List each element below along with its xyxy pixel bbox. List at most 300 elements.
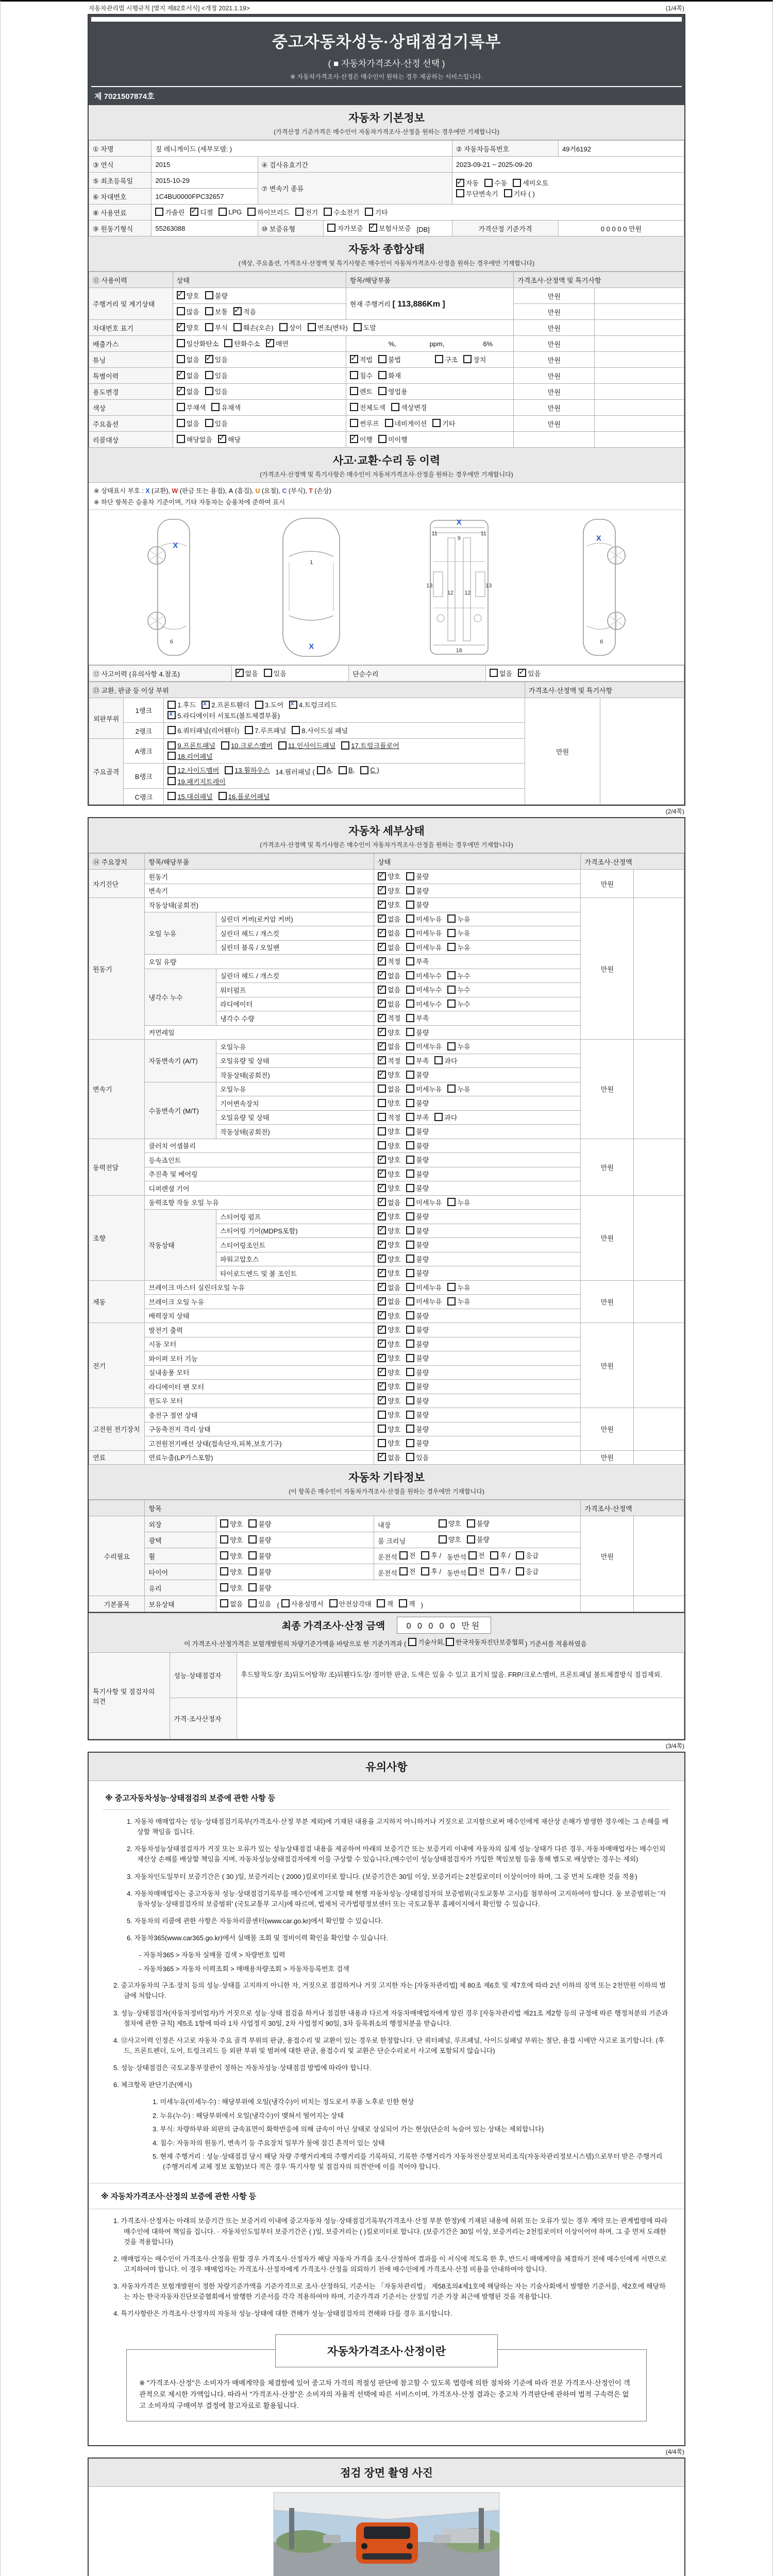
checkbox-option[interactable]	[378, 900, 400, 909]
checkbox-icon[interactable]	[406, 886, 414, 894]
checkbox-icon[interactable]	[406, 1141, 414, 1149]
checkbox-icon[interactable]	[406, 1411, 414, 1419]
checkbox-icon[interactable]	[317, 766, 325, 774]
checkbox-option[interactable]	[190, 207, 213, 217]
checkbox-option[interactable]	[406, 1325, 429, 1334]
checkbox-option[interactable]	[467, 1534, 490, 1544]
checkbox-option[interactable]	[434, 1056, 457, 1065]
checkbox-option[interactable]	[167, 700, 196, 709]
checkbox-option[interactable]	[378, 928, 400, 938]
checkbox-icon[interactable]	[378, 999, 386, 1008]
checkbox-icon[interactable]	[504, 189, 512, 197]
checkbox-option[interactable]	[516, 1566, 539, 1576]
checkbox-option[interactable]	[233, 323, 274, 332]
checkbox-option[interactable]	[456, 189, 498, 198]
checkbox-option[interactable]	[378, 354, 401, 364]
checkbox-icon[interactable]	[255, 701, 263, 709]
checkbox-icon[interactable]	[447, 1297, 456, 1306]
checkbox-option[interactable]	[167, 740, 215, 750]
checkbox-icon[interactable]	[378, 355, 386, 363]
checkbox-icon[interactable]	[406, 1453, 414, 1461]
checkbox-icon[interactable]	[378, 1113, 386, 1121]
checkbox-option[interactable]	[447, 928, 470, 938]
checkbox-option[interactable]	[378, 1282, 400, 1292]
checkbox-option[interactable]	[177, 323, 199, 332]
checkbox-icon[interactable]	[377, 1599, 385, 1607]
checkbox-option[interactable]	[406, 1013, 429, 1023]
checkbox-option[interactable]	[399, 1550, 416, 1560]
checkbox-option[interactable]	[205, 354, 228, 364]
checkbox-option[interactable]	[378, 886, 400, 895]
checkbox-icon[interactable]	[406, 1028, 414, 1036]
checkbox-option[interactable]	[467, 1518, 490, 1528]
checkbox-option[interactable]	[490, 1566, 510, 1576]
checkbox-icon[interactable]	[484, 179, 493, 187]
checkbox-option[interactable]	[281, 1599, 324, 1608]
checkbox-icon[interactable]	[281, 1599, 290, 1607]
checkbox-option[interactable]	[447, 1084, 470, 1094]
checkbox-option[interactable]	[218, 434, 241, 444]
checkbox-option[interactable]	[167, 751, 212, 761]
checkbox-icon[interactable]	[406, 1283, 414, 1291]
checkbox-icon[interactable]	[264, 669, 272, 677]
checkbox-icon[interactable]	[220, 1519, 228, 1528]
checkbox-icon[interactable]	[378, 1198, 386, 1206]
checkbox-option[interactable]	[167, 725, 239, 735]
checkbox-icon[interactable]	[350, 435, 358, 443]
checkbox-icon[interactable]	[406, 1042, 414, 1050]
checkbox-option[interactable]	[406, 1056, 429, 1065]
checkbox-icon[interactable]	[406, 999, 414, 1008]
checkbox-icon[interactable]	[447, 1283, 456, 1291]
checkbox-option[interactable]	[224, 338, 260, 348]
checkbox-icon[interactable]	[205, 419, 213, 427]
checkbox-icon[interactable]	[225, 766, 233, 774]
checkbox-icon[interactable]	[167, 792, 176, 800]
checkbox-icon[interactable]	[378, 886, 386, 894]
checkbox-option[interactable]	[378, 985, 400, 994]
checkbox-icon[interactable]	[220, 1583, 228, 1591]
checkbox-icon[interactable]	[295, 208, 304, 216]
checkbox-option[interactable]	[350, 418, 379, 428]
checkbox-icon[interactable]	[221, 741, 229, 750]
checkbox-icon[interactable]	[378, 1439, 386, 1447]
checkbox-icon[interactable]	[456, 179, 464, 187]
checkbox-option[interactable]	[378, 1155, 400, 1164]
checkbox-option[interactable]	[378, 1112, 400, 1122]
checkbox-option[interactable]	[350, 434, 373, 444]
checkbox-option[interactable]	[378, 1254, 400, 1264]
checkbox-option[interactable]	[279, 323, 302, 332]
checkbox-icon[interactable]	[490, 1567, 498, 1575]
checkbox-icon[interactable]	[350, 419, 358, 427]
checkbox-option[interactable]	[378, 914, 400, 924]
checkbox-option[interactable]	[432, 418, 455, 428]
checkbox-icon[interactable]	[406, 1255, 414, 1263]
checkbox-option[interactable]	[378, 1098, 400, 1108]
checkbox-icon[interactable]	[406, 1099, 414, 1107]
checkbox-icon[interactable]	[378, 1084, 386, 1093]
checkbox-icon[interactable]	[378, 435, 386, 443]
checkbox-icon[interactable]	[292, 726, 300, 734]
checkbox-option[interactable]	[248, 1567, 271, 1577]
checkbox-icon[interactable]	[378, 1014, 386, 1022]
checkbox-option[interactable]	[406, 1070, 429, 1079]
checkbox-icon[interactable]	[177, 403, 185, 411]
checkbox-option[interactable]	[406, 1424, 429, 1434]
checkbox-icon[interactable]	[518, 669, 526, 677]
checkbox-option[interactable]	[406, 956, 429, 966]
checkbox-icon[interactable]	[177, 419, 185, 427]
checkbox-option[interactable]	[406, 1353, 429, 1363]
checkbox-icon[interactable]	[205, 371, 213, 379]
checkbox-icon[interactable]	[350, 387, 358, 395]
checkbox-option[interactable]	[439, 1534, 461, 1544]
checkbox-icon[interactable]	[167, 752, 176, 760]
checkbox-icon[interactable]	[224, 339, 232, 347]
checkbox-option[interactable]	[406, 1211, 429, 1221]
checkbox-option[interactable]	[205, 386, 228, 396]
checkbox-option[interactable]	[377, 1599, 393, 1608]
checkbox-option[interactable]	[406, 871, 429, 881]
checkbox-option[interactable]	[378, 1013, 400, 1023]
checkbox-icon[interactable]	[236, 669, 244, 677]
checkbox-icon[interactable]	[354, 323, 362, 331]
checkbox-option[interactable]	[406, 1027, 429, 1037]
checkbox-icon[interactable]	[406, 1439, 414, 1447]
checkbox-option[interactable]	[327, 223, 363, 233]
checkbox-icon[interactable]	[447, 943, 456, 951]
checkbox-option[interactable]	[484, 178, 507, 188]
checkbox-icon[interactable]	[167, 766, 176, 774]
checkbox-icon[interactable]	[378, 1056, 386, 1064]
checkbox-option[interactable]	[434, 1112, 457, 1122]
checkbox-option[interactable]	[360, 766, 379, 774]
checkbox-icon[interactable]	[167, 726, 176, 734]
checkbox-icon[interactable]	[467, 1519, 475, 1528]
checkbox-icon[interactable]	[406, 1354, 414, 1362]
checkbox-icon[interactable]	[378, 971, 386, 979]
checkbox-option[interactable]	[435, 354, 458, 364]
x-mark-checkbox-icon[interactable]	[201, 701, 210, 709]
checkbox-icon[interactable]	[220, 1599, 228, 1607]
checkbox-icon[interactable]	[248, 1599, 257, 1607]
checkbox-option[interactable]	[167, 765, 219, 775]
checkbox-icon[interactable]	[421, 1567, 429, 1575]
checkbox-icon[interactable]	[177, 435, 185, 443]
checkbox-icon[interactable]	[435, 355, 443, 363]
checkbox-icon[interactable]	[490, 1551, 498, 1560]
checkbox-icon[interactable]	[378, 929, 386, 937]
checkbox-icon[interactable]	[406, 1311, 414, 1319]
checkbox-option[interactable]	[378, 1268, 400, 1278]
checkbox-icon[interactable]	[329, 1599, 338, 1607]
checkbox-option[interactable]	[248, 1519, 271, 1529]
checkbox-icon[interactable]	[308, 323, 316, 331]
checkbox-option[interactable]	[406, 1381, 429, 1391]
checkbox-icon[interactable]	[177, 323, 185, 331]
checkbox-icon[interactable]	[369, 224, 377, 232]
checkbox-option[interactable]	[378, 1226, 400, 1235]
checkbox-option[interactable]	[406, 1296, 442, 1306]
checkbox-icon[interactable]	[447, 929, 456, 937]
checkbox-icon[interactable]	[378, 957, 386, 965]
checkbox-icon[interactable]	[177, 339, 185, 347]
checkbox-option[interactable]	[378, 1452, 400, 1462]
checkbox-icon[interactable]	[399, 1551, 408, 1560]
checkbox-option[interactable]	[220, 1519, 243, 1529]
checkbox-icon[interactable]	[406, 1269, 414, 1277]
checkbox-icon[interactable]	[385, 419, 393, 427]
checkbox-option[interactable]	[255, 700, 283, 709]
checkbox-option[interactable]	[378, 999, 400, 1009]
checkbox-icon[interactable]	[447, 986, 456, 994]
checkbox-icon[interactable]	[406, 1170, 414, 1178]
checkbox-option[interactable]	[468, 1550, 485, 1560]
checkbox-icon[interactable]	[406, 872, 414, 880]
checkbox-option[interactable]	[264, 668, 287, 678]
checkbox-icon[interactable]	[378, 1255, 386, 1263]
checkbox-icon[interactable]	[406, 1241, 414, 1249]
x-mark-checkbox-icon[interactable]	[167, 711, 176, 719]
checkbox-icon[interactable]	[339, 766, 347, 774]
checkbox-option[interactable]	[406, 1112, 429, 1122]
checkbox-option[interactable]	[447, 1282, 470, 1292]
checkbox-option[interactable]	[177, 386, 199, 396]
checkbox-icon[interactable]	[447, 999, 456, 1008]
checkbox-option[interactable]	[378, 1438, 400, 1448]
checkbox-option[interactable]	[406, 1084, 442, 1094]
checkbox-option[interactable]	[406, 1254, 429, 1264]
checkbox-icon[interactable]	[446, 1638, 454, 1646]
checkbox-option[interactable]	[406, 900, 429, 909]
checkbox-option[interactable]	[447, 1296, 470, 1306]
checkbox-option[interactable]	[378, 1353, 400, 1363]
checkbox-option[interactable]	[155, 207, 184, 217]
checkbox-option[interactable]	[205, 291, 228, 300]
checkbox-option[interactable]	[406, 1311, 429, 1320]
checkbox-option[interactable]	[248, 1535, 271, 1545]
checkbox-option[interactable]	[177, 418, 199, 428]
checkbox-option[interactable]	[177, 370, 199, 380]
x-mark-checkbox-icon[interactable]	[289, 701, 297, 709]
checkbox-icon[interactable]	[406, 1071, 414, 1079]
checkbox-option[interactable]	[220, 1567, 243, 1577]
checkbox-icon[interactable]	[378, 1241, 386, 1249]
checkbox-option[interactable]	[406, 985, 442, 994]
checkbox-option[interactable]	[447, 971, 470, 980]
checkbox-option[interactable]	[177, 354, 199, 364]
checkbox-option[interactable]	[248, 1599, 271, 1608]
checkbox-option[interactable]	[399, 1566, 416, 1576]
checkbox-icon[interactable]	[378, 1411, 386, 1419]
checkbox-option[interactable]	[378, 1084, 400, 1094]
checkbox-option[interactable]	[406, 886, 429, 895]
checkbox-icon[interactable]	[350, 403, 358, 411]
checkbox-option[interactable]	[219, 208, 242, 216]
checkbox-icon[interactable]	[327, 224, 335, 232]
checkbox-option[interactable]	[167, 710, 280, 720]
checkbox-option[interactable]	[406, 1141, 429, 1150]
checkbox-option[interactable]	[504, 189, 535, 198]
checkbox-option[interactable]	[378, 1311, 400, 1320]
checkbox-option[interactable]	[236, 668, 258, 678]
checkbox-option[interactable]	[220, 1599, 243, 1608]
checkbox-option[interactable]	[177, 291, 199, 300]
checkbox-option[interactable]	[406, 1041, 442, 1051]
checkbox-icon[interactable]	[434, 1056, 443, 1064]
checkbox-icon[interactable]	[220, 1567, 228, 1575]
checkbox-icon[interactable]	[205, 323, 213, 331]
checkbox-icon[interactable]	[205, 291, 213, 299]
checkbox-option[interactable]	[378, 1410, 400, 1419]
checkbox-option[interactable]	[350, 370, 373, 380]
checkbox-option[interactable]	[350, 386, 373, 396]
checkbox-icon[interactable]	[378, 1269, 386, 1277]
checkbox-icon[interactable]	[378, 1368, 386, 1376]
checkbox-icon[interactable]	[378, 1099, 386, 1107]
checkbox-icon[interactable]	[279, 323, 288, 331]
checkbox-icon[interactable]	[421, 1551, 429, 1560]
checkbox-icon[interactable]	[360, 766, 368, 774]
checkbox-option[interactable]	[513, 178, 548, 188]
checkbox-option[interactable]	[421, 1566, 441, 1576]
checkbox-option[interactable]	[220, 1551, 243, 1561]
checkbox-icon[interactable]	[406, 1297, 414, 1306]
checkbox-icon[interactable]	[378, 1453, 386, 1461]
checkbox-option[interactable]	[219, 791, 270, 801]
checkbox-option[interactable]	[406, 1126, 429, 1136]
checkbox-option[interactable]	[378, 1339, 400, 1349]
checkbox-option[interactable]	[406, 971, 442, 980]
checkbox-option[interactable]	[225, 765, 270, 775]
checkbox-option[interactable]	[308, 323, 348, 332]
checkbox-option[interactable]	[406, 1396, 429, 1405]
checkbox-icon[interactable]	[434, 1113, 443, 1121]
checkbox-icon[interactable]	[516, 1567, 524, 1575]
checkbox-option[interactable]	[406, 1155, 429, 1164]
checkbox-option[interactable]	[378, 1367, 400, 1377]
checkbox-icon[interactable]	[406, 1368, 414, 1376]
checkbox-icon[interactable]	[406, 1382, 414, 1391]
checkbox-option[interactable]	[378, 971, 400, 980]
checkbox-option[interactable]	[248, 1551, 271, 1561]
checkbox-option[interactable]	[406, 914, 442, 924]
checkbox-icon[interactable]	[378, 986, 386, 994]
checkbox-icon[interactable]	[378, 371, 386, 379]
checkbox-option[interactable]	[378, 871, 400, 881]
checkbox-icon[interactable]	[177, 291, 185, 299]
checkbox-icon[interactable]	[408, 1638, 416, 1646]
checkbox-icon[interactable]	[248, 1535, 257, 1544]
checkbox-option[interactable]	[406, 1438, 429, 1448]
checkbox-option[interactable]	[167, 776, 225, 786]
checkbox-option[interactable]	[369, 223, 411, 233]
checkbox-icon[interactable]	[378, 872, 386, 880]
checkbox-icon[interactable]	[406, 901, 414, 909]
checkbox-icon[interactable]	[406, 943, 414, 951]
checkbox-option[interactable]	[439, 1518, 461, 1528]
checkbox-icon[interactable]	[378, 1326, 386, 1334]
checkbox-icon[interactable]	[406, 1056, 414, 1064]
checkbox-icon[interactable]	[516, 1551, 524, 1560]
checkbox-option[interactable]	[490, 1550, 510, 1560]
checkbox-icon[interactable]	[378, 1071, 386, 1079]
checkbox-option[interactable]	[247, 207, 290, 217]
checkbox-option[interactable]	[447, 914, 470, 924]
checkbox-icon[interactable]	[406, 1014, 414, 1022]
checkbox-icon[interactable]	[406, 1396, 414, 1404]
checkbox-icon[interactable]	[220, 1551, 228, 1560]
checkbox-option[interactable]	[406, 1226, 429, 1235]
checkbox-option[interactable]	[177, 338, 219, 348]
checkbox-option[interactable]	[378, 1296, 400, 1306]
checkbox-icon[interactable]	[406, 1127, 414, 1136]
checkbox-option[interactable]	[378, 1141, 400, 1150]
checkbox-option[interactable]	[406, 1098, 429, 1108]
checkbox-icon[interactable]	[468, 1551, 477, 1560]
checkbox-icon[interactable]	[513, 179, 521, 187]
checkbox-icon[interactable]	[245, 726, 253, 734]
checkbox-option[interactable]	[378, 1381, 400, 1391]
checkbox-option[interactable]	[463, 354, 486, 364]
checkbox-option[interactable]	[378, 434, 408, 444]
checkbox-icon[interactable]	[247, 208, 256, 216]
checkbox-icon[interactable]	[218, 435, 226, 443]
checkbox-option[interactable]	[447, 985, 470, 994]
checkbox-icon[interactable]	[399, 1599, 407, 1607]
checkbox-option[interactable]	[378, 386, 408, 396]
checkbox-icon[interactable]	[220, 1535, 228, 1544]
checkbox-icon[interactable]	[205, 355, 213, 363]
checkbox-icon[interactable]	[378, 914, 386, 923]
checkbox-option[interactable]	[378, 1126, 400, 1136]
checkbox-icon[interactable]	[211, 403, 220, 411]
checkbox-icon[interactable]	[378, 1141, 386, 1149]
checkbox-icon[interactable]	[233, 323, 242, 331]
checkbox-option[interactable]	[378, 1396, 400, 1405]
checkbox-icon[interactable]	[378, 1127, 386, 1136]
checkbox-option[interactable]	[378, 1197, 400, 1207]
checkbox-option[interactable]	[406, 1282, 442, 1292]
checkbox-option[interactable]	[447, 1197, 470, 1207]
checkbox-option[interactable]	[406, 1197, 442, 1207]
checkbox-option[interactable]	[378, 956, 400, 966]
checkbox-icon[interactable]	[406, 929, 414, 937]
checkbox-icon[interactable]	[406, 957, 414, 965]
checkbox-option[interactable]	[317, 766, 333, 774]
checkbox-icon[interactable]	[378, 1396, 386, 1404]
checkbox-option[interactable]	[292, 725, 348, 735]
checkbox-option[interactable]	[378, 942, 400, 952]
checkbox-option[interactable]	[378, 1240, 400, 1249]
checkbox-option[interactable]	[295, 207, 318, 217]
checkbox-icon[interactable]	[167, 777, 176, 785]
checkbox-option[interactable]	[365, 207, 388, 217]
checkbox-option[interactable]	[468, 1566, 485, 1576]
checkbox-option[interactable]	[490, 668, 512, 678]
checkbox-option[interactable]	[329, 1599, 372, 1608]
checkbox-icon[interactable]	[378, 943, 386, 951]
checkbox-icon[interactable]	[406, 1198, 414, 1206]
checkbox-option[interactable]	[177, 434, 212, 444]
checkbox-icon[interactable]	[463, 355, 472, 363]
checkbox-option[interactable]	[406, 1169, 429, 1179]
checkbox-icon[interactable]	[406, 986, 414, 994]
checkbox-option[interactable]	[456, 178, 479, 188]
checkbox-option[interactable]	[408, 1637, 445, 1647]
checkbox-icon[interactable]	[406, 1212, 414, 1221]
